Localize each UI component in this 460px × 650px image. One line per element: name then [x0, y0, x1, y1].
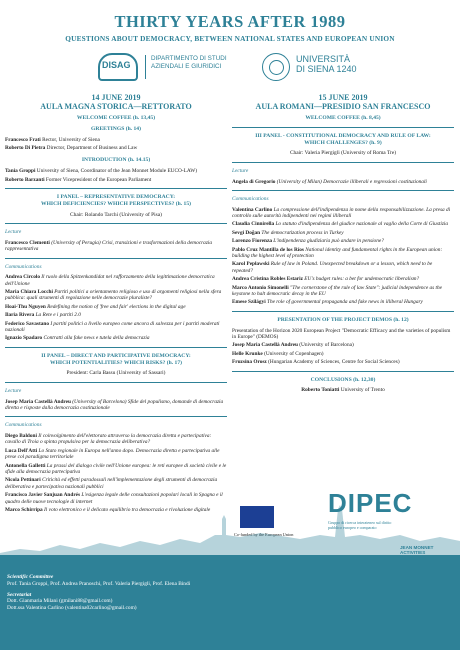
lecture-entry: Angela di Gregorio (University of Milan) Democrazie illiberali e regressioni costituzionali: [232, 178, 427, 185]
divider: [232, 127, 454, 128]
divider: [232, 190, 454, 191]
day-one-column: [5, 93, 227, 516]
communication-entry: Andrea Cristina Robles Estariz EU's budget rules: a bet for undemocratic liberalism?: [232, 276, 420, 283]
divider: [232, 371, 454, 372]
panel-three-title: III PANEL - CONSTITUTIONAL DEMOCRACY AND RULE OF LAW:: [255, 132, 431, 139]
logo-bar: [0, 50, 460, 86]
communication-entry: Valentina Carlino La compressione dell'indipendenza in nome della responsabilizzazione. La presa di controllo sulle autorità indipendenti nei regimi illiberali: [232, 206, 451, 219]
panel-two-chair: President: Carla Bassu (University of Sassari): [66, 370, 166, 377]
day-one-venue: AULA MAGNA STORICA—RETTORATO: [40, 102, 192, 111]
communication-entry: Andrea Circolo Il ruolo della Spitzenkandidat nel rafforzamento della legittimazione democratica dell'Unione: [5, 274, 215, 287]
speaker-entry: Roberto Di Pietra Director, Department of Business and Law: [5, 145, 138, 151]
communication-entry: Nicola Pettinari Criticità ed effetti paradossali nell'implementazione degli strumenti di democrazia deliberativa e partecipativa nazionali pubblici: [5, 477, 218, 490]
logo-divider: [145, 55, 146, 79]
jean-monnet-logo: JEAN MONNET ACTIVITIES: [400, 545, 434, 556]
unisi-logo: [262, 53, 372, 83]
divider: [5, 223, 227, 224]
demos-heading: PRESENTATION OF THE PROJECT DEMOS (h. 12): [277, 316, 409, 323]
day-two-venue: AULA ROMANI—PRESIDIO SAN FRANCESCO: [255, 102, 431, 111]
day-two-date: 15 JUNE 2019: [318, 93, 368, 102]
divider: [232, 162, 454, 163]
panel-one-subtitle: WHICH DEFICIENCIES? WHICH PERSPECTIVES? (h. 15): [40, 200, 192, 207]
communication-entry: Maria Chiara Locchi Partiti politici a orientamento religioso e uso di argomenti religiosi nella sfera pubblica: quali strumenti di regolazione nelle democrazie pluraliste?: [5, 289, 222, 302]
communication-entry: Antonella Galletti La prassi del dialogo civile nell'Unione europea: le reti europee di società civile e le sfide alla democrazia partecipativa: [5, 462, 227, 476]
lecture-label: Lecture: [5, 229, 22, 236]
divider: [5, 416, 227, 417]
secretariat-label: Secretariat: [7, 591, 32, 598]
day-one-date: 14 JUNE 2019: [91, 93, 141, 102]
dipec-caption: Gruppo di ricerca interateneo sul diritto pubblico europeo e comparato: [328, 520, 392, 530]
conclusions-speaker: Roberto Toniatti University of Trento: [301, 387, 385, 394]
welcome-coffee-2: WELCOME COFFEE (h. 8,45): [305, 115, 381, 121]
panel-one-title: I PANEL – REPRESENTATIVE DEMOCRACY:: [56, 194, 176, 201]
panel-three-chair: Chair: Valeria Piergigli (University of Roma Tre): [289, 150, 397, 157]
speaker-entry: Francesco Frati Rector, University of Siena: [5, 136, 100, 143]
communication-entry: Hoai-Thu Nguyen Redefining the notion of 'free and fair' elections in the digital age: [5, 303, 186, 310]
communication-entry: Ignazio Spadaro Contratti alla fake news e tutela della democrazia: [5, 335, 150, 342]
secretariat-contact: Dott.ssa Valentina Carlino (valentina02carlino@gmail.com): [7, 605, 137, 612]
disag-department: DIPARTIMENTO DI STUDI AZIENDALI E GIURIDICI: [151, 55, 227, 70]
panel-two-subtitle: WHICH POTENTIALITIES? WHICH RISKS? (h. 17): [49, 359, 182, 366]
speaker-entry: Roberto Barzanti Former Vicepresident of the European Parliament: [5, 176, 152, 183]
speaker-entry: Josep Maria Castellà Andreu (University of Barcelona): [232, 342, 354, 349]
lecture-entry: Francesco Clementi (University of Perugia) Crisi, transizioni e trasformazioni della democrazia rappresentativa: [5, 239, 213, 253]
communication-entry: Sevgi Doğan The democratization process in Turkey: [232, 229, 344, 236]
communication-entry: Francisco Javier Sanjuan Andrés L'esigenza legale delle consultazioni popolari locali in Spagna e il quadro delle nuove tecnologie di internet: [5, 492, 223, 505]
communication-entry: Claudia Cinnirella Lo statuto d'indipendenza del giudice nazionale al vaglio della Corte di Giustizia: [232, 221, 449, 228]
disag-name: DISAG: [102, 60, 131, 70]
unisi-name: UNIVERSITÀ DI SIENA 1240: [296, 54, 357, 74]
scientific-committee-members: Prof. Tania Groppi, Prof. Andrea Pranoschi, Prof. Valeria Piergigli, Prof. Elena Bindi: [7, 580, 191, 587]
communications-label: Communications: [5, 263, 42, 270]
communication-entry: Karol Pepławski Rule of law in Poland. Unexpected breakdown or a lesson, which need to be repeated?: [232, 261, 433, 274]
communication-entry: Federico Savastano I partiti politici a livello europeo come ancora di salvezza per i partiti moderati nazionali: [5, 320, 220, 334]
poster-subtitle: QUESTIONS ABOUT DEMOCRACY, BETWEEN NATIONAL STATES AND EUROPEAN UNION: [65, 34, 395, 43]
divider: [232, 311, 454, 312]
poster-title: THIRTY YEARS AFTER 1989: [114, 12, 346, 31]
communications-label: Communications: [5, 422, 42, 429]
communication-entry: Ilaria Rivera La Rete e i partiti 2.0: [5, 312, 81, 319]
speaker-entry: Fruzsina Orosz (Hungarian Academy of Sciences, Centre for Social Sciences): [232, 359, 400, 366]
day-two-column: [232, 93, 454, 394]
demos-description: Presentation of the Horizon 2020 European Project "Democratic Efficacy and the varieties of populism in Europe" (DEMOS): [232, 327, 451, 341]
secretariat-contact: Dott. Gianmaria Milani (gmilani88@gmail.com): [7, 598, 113, 605]
lecture-entry: Josep Maria Castellà Andreu (University of Barcelona) Sfide del populismo, domande di democrazia diretta e risposte dalla democrazia costituzionale: [5, 398, 224, 412]
scientific-committee-label: Scientific Committee: [7, 574, 54, 580]
footer-text: [7, 574, 190, 612]
communication-entry: Marco Antonio Simonelli "The cornerstone of the rule of law State": judicial independence as the keystone to halt democratic decay in the EU: [232, 284, 443, 298]
eu-caption: Co-funded by the European Union: [234, 532, 294, 537]
conclusions-heading: CONCLUSIONS (h. 12,30): [310, 376, 376, 383]
divider: [5, 382, 227, 383]
disag-logo: [98, 53, 258, 83]
panel-two-title: II PANEL – DIRECT AND PARTICIPATIVE DEMOCRACY:: [41, 352, 191, 359]
communication-entry: Diego Baldoni Il coinvolgimento dell'elettorato attraverso la democrazia diretta e partecipativa: cavallo di Troia o spinta propulsiva per la democrazia deliberativa?: [5, 433, 212, 446]
divider: [5, 188, 227, 189]
introduction-heading: INTRODUCTION (h. 14.15): [81, 157, 151, 164]
communication-entry: Lorenzo Fiorenza L'indipendenza giudiziaria può andare in pensione?: [232, 238, 384, 245]
communication-entry: Pablo Cruz Mantilla de los Ríos National identity and fundamental rights in the European union: building the highest level of protection: [232, 246, 443, 260]
university-seal-icon: [262, 53, 290, 81]
communication-entry: Luca Dell'Atti Lo Stato regionale in Europa nell'anno dopo. Democrazia diretta e partecipativa alle prese col paradigma territoriale: [5, 447, 220, 461]
communication-entry: Marco Schirripa Il voto elettronico e il delicato equilibrio tra democrazia e rivoluzione digitale: [5, 507, 211, 514]
lecture-label: Lecture: [5, 388, 22, 395]
communications-label: Communications: [232, 195, 269, 202]
divider: [5, 347, 227, 348]
communication-entry: Emese Szilágyi The role of governmental propaganda and fake news in illiberal Hungary: [232, 299, 423, 306]
dipec-logo: DIPEC: [328, 488, 413, 518]
speaker-entry: Tania Groppi University of Siena, Coordinator of the Jean Monnet Module EUCO-LAW): [5, 168, 198, 175]
welcome-coffee-1: WELCOME COFFEE (h. 13,45): [76, 115, 156, 121]
greetings-heading: GREETINGS (h. 14): [91, 125, 141, 132]
speaker-entry: Helle Krunke (University of Copenhagen): [232, 350, 324, 357]
lecture-label: Lecture: [232, 167, 249, 174]
divider: [5, 258, 227, 259]
panel-one-chair: Chair: Rolando Tarchi (University of Pisa): [70, 211, 162, 218]
panel-three-subtitle: WHICH CHALLENGES? (h. 9): [304, 139, 382, 146]
